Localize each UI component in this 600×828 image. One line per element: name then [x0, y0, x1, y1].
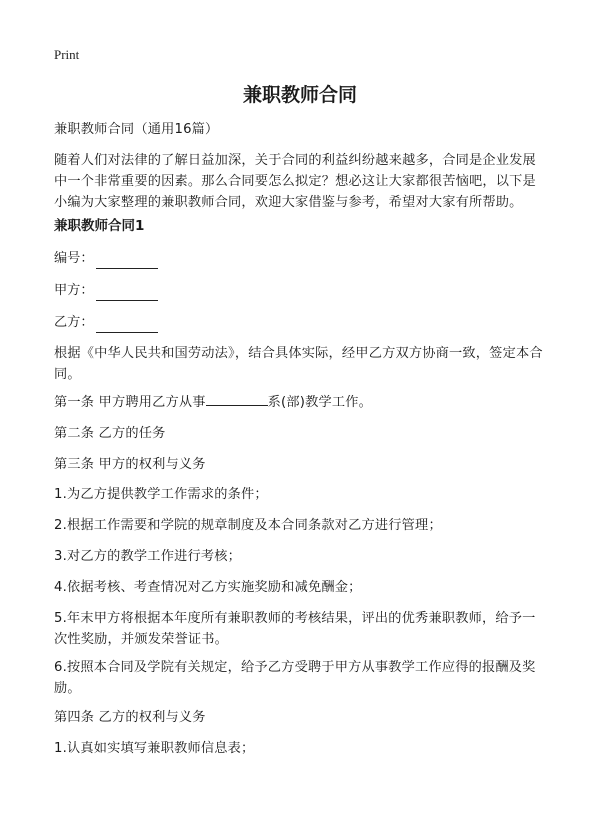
party-a-field [54, 280, 158, 301]
article-3-item-4: 4.依据考核、考查情况对乙方实施奖励和减免酬金； [54, 580, 362, 595]
number-blank-line [96, 253, 158, 269]
article-3-item-1: 1.为乙方提供教学工作需求的条件； [54, 487, 268, 502]
party-a-blank-line [96, 285, 158, 301]
document-subtitle: 兼职教师合同（通用16篇） [54, 122, 219, 137]
party-a-label: 甲方： [54, 283, 94, 298]
number-label: 编号： [54, 251, 94, 266]
article-3: 第三条 甲方的权利与义务 [54, 457, 206, 472]
intro-paragraph: 随着人们对法律的了解日益加深，关于合同的利益纠纷越来越多，合同是企业发展中一个非常重要的因素。那么合同要怎么拟定？想必这让大家都很苦恼吧，以下是小编为大家整理的兼职教师合同，欢迎大家借鉴与参考，希望对大家有所帮助。 [54, 153, 536, 210]
article-1-prefix: 第一条 甲方聘用乙方从事 [54, 395, 206, 410]
article-4: 第四条 乙方的权利与义务 [54, 710, 206, 725]
party-b-blank-line [96, 317, 158, 333]
print-link[interactable]: Print [54, 47, 80, 62]
article-3-item-5: 5.年末甲方将根据本年度所有兼职教师的考核结果，评出的优秀兼职教师，给予一次性奖励，并颁发荣誉证书。 [54, 611, 536, 647]
section-heading-1: 兼职教师合同1 [54, 218, 145, 234]
article-2: 第二条 乙方的任务 [54, 426, 166, 441]
article-3-item-6: 6.按照本合同及学院有关规定，给予乙方受聘于甲方从事教学工作应得的报酬及奖励。 [54, 660, 536, 696]
party-b-field [54, 312, 158, 333]
party-b-label: 乙方： [54, 315, 94, 330]
article-3-item-3: 3.对乙方的教学工作进行考核； [54, 549, 242, 564]
number-field [54, 248, 158, 269]
article-1-suffix: 系(部)教学工作。 [267, 395, 373, 410]
document-title: 兼职教师合同 [242, 84, 357, 106]
article-3-item-2: 2.根据工作需要和学院的规章制度及本合同条款对乙方进行管理； [54, 518, 442, 533]
article-1 [54, 391, 548, 413]
article-1-blank-line [206, 391, 268, 406]
basis-paragraph: 根据《中华人民共和国劳动法》，结合具体实际，经甲乙方双方协商一致，签定本合同。 [54, 346, 543, 382]
article-4-item-1: 1.认真如实填写兼职教师信息表； [54, 741, 255, 756]
